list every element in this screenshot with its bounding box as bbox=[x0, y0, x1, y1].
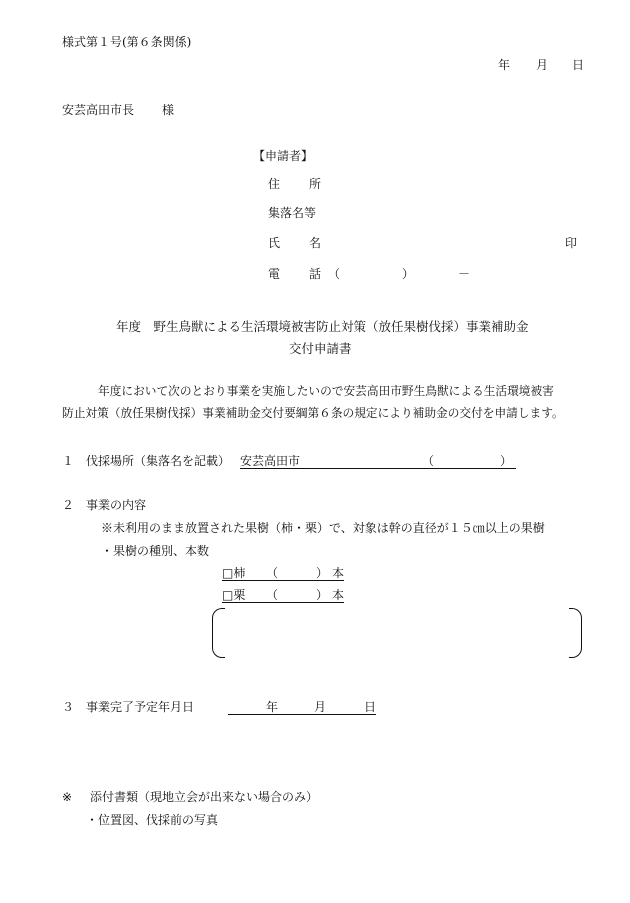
date-month-label: 月 bbox=[536, 58, 549, 72]
date-year-label: 年 bbox=[498, 58, 511, 72]
kaki-unit: 本 bbox=[332, 566, 345, 580]
completion-day: 日 bbox=[364, 700, 377, 714]
name-label-2: 名 bbox=[309, 236, 322, 250]
kuri-paren-close: ） bbox=[316, 588, 329, 602]
body-text-line1: 年度において次のとおり事業を実施したいので安芸高田市野生鳥獣による生活環境被害 bbox=[98, 384, 554, 398]
name-label-1: 氏 bbox=[268, 236, 281, 250]
kuri-paren-open: （ bbox=[266, 588, 279, 602]
document-title-line1: 年度 野生鳥獣による生活環境被害防止対策（放任果樹伐採）事業補助金 bbox=[116, 319, 529, 334]
kuri-unit: 本 bbox=[332, 588, 345, 602]
completion-month: 月 bbox=[314, 700, 327, 714]
section3-label: ３ 事業完了予定年月日 bbox=[62, 700, 195, 714]
attachment-mark: ※ bbox=[62, 790, 73, 804]
seal-mark: 印 bbox=[565, 236, 578, 250]
honorific: 様 bbox=[162, 103, 175, 117]
phone-paren-open: （ bbox=[328, 267, 341, 281]
felling-location-field bbox=[240, 453, 516, 469]
felling-paren-close: ） bbox=[500, 454, 513, 468]
felling-city: 安芸高田市 bbox=[240, 454, 301, 468]
attachment-label: 添付書類（現地立会が出来ない場合のみ） bbox=[90, 790, 319, 804]
addressee: 安芸高田市長 bbox=[62, 103, 135, 117]
felling-paren-open: （ bbox=[422, 454, 435, 468]
applicant-heading: 【申請者】 bbox=[253, 149, 314, 163]
date-day-label: 日 bbox=[572, 58, 585, 72]
kuri-checkbox[interactable]: □栗 bbox=[222, 588, 246, 602]
phone-label-2: 話 bbox=[309, 267, 322, 281]
phone-dash: － bbox=[458, 267, 471, 281]
section1-label: １ 伐採場所（集落名を記載） bbox=[62, 454, 231, 468]
form-number: 様式第１号(第６条関係) bbox=[62, 35, 192, 49]
section2-note: ※未利用のまま放置された果樹（柿・栗）で、対象は幹の直径が１５㎝以上の果樹 bbox=[101, 521, 545, 535]
fruit-type-label: ・果樹の種別、本数 bbox=[101, 544, 210, 558]
bracket-left bbox=[212, 608, 225, 658]
bracket-right bbox=[569, 608, 582, 658]
document-title-line2: 交付申請書 bbox=[289, 341, 352, 356]
kaki-checkbox[interactable]: □柿 bbox=[222, 566, 246, 580]
address-label-1: 住 bbox=[268, 177, 281, 191]
attachment-item: ・位置図、伐採前の写真 bbox=[86, 813, 219, 827]
kaki-paren-open: （ bbox=[266, 566, 279, 580]
address-label-2: 所 bbox=[309, 177, 322, 191]
kaki-row bbox=[222, 565, 344, 581]
body-text-line2: 防止対策（放任果樹伐採）事業補助金交付要綱第６条の規定により補助金の交付を申請します。 bbox=[62, 406, 564, 420]
kuri-row bbox=[222, 587, 344, 603]
kaki-paren-close: ） bbox=[316, 566, 329, 580]
completion-year: 年 bbox=[266, 700, 279, 714]
phone-paren-close: ） bbox=[402, 267, 415, 281]
completion-date-field bbox=[228, 699, 376, 715]
phone-label-1: 電 bbox=[268, 267, 281, 281]
section2-label: ２ 事業の内容 bbox=[62, 498, 147, 512]
community-label: 集落名等 bbox=[268, 206, 317, 220]
